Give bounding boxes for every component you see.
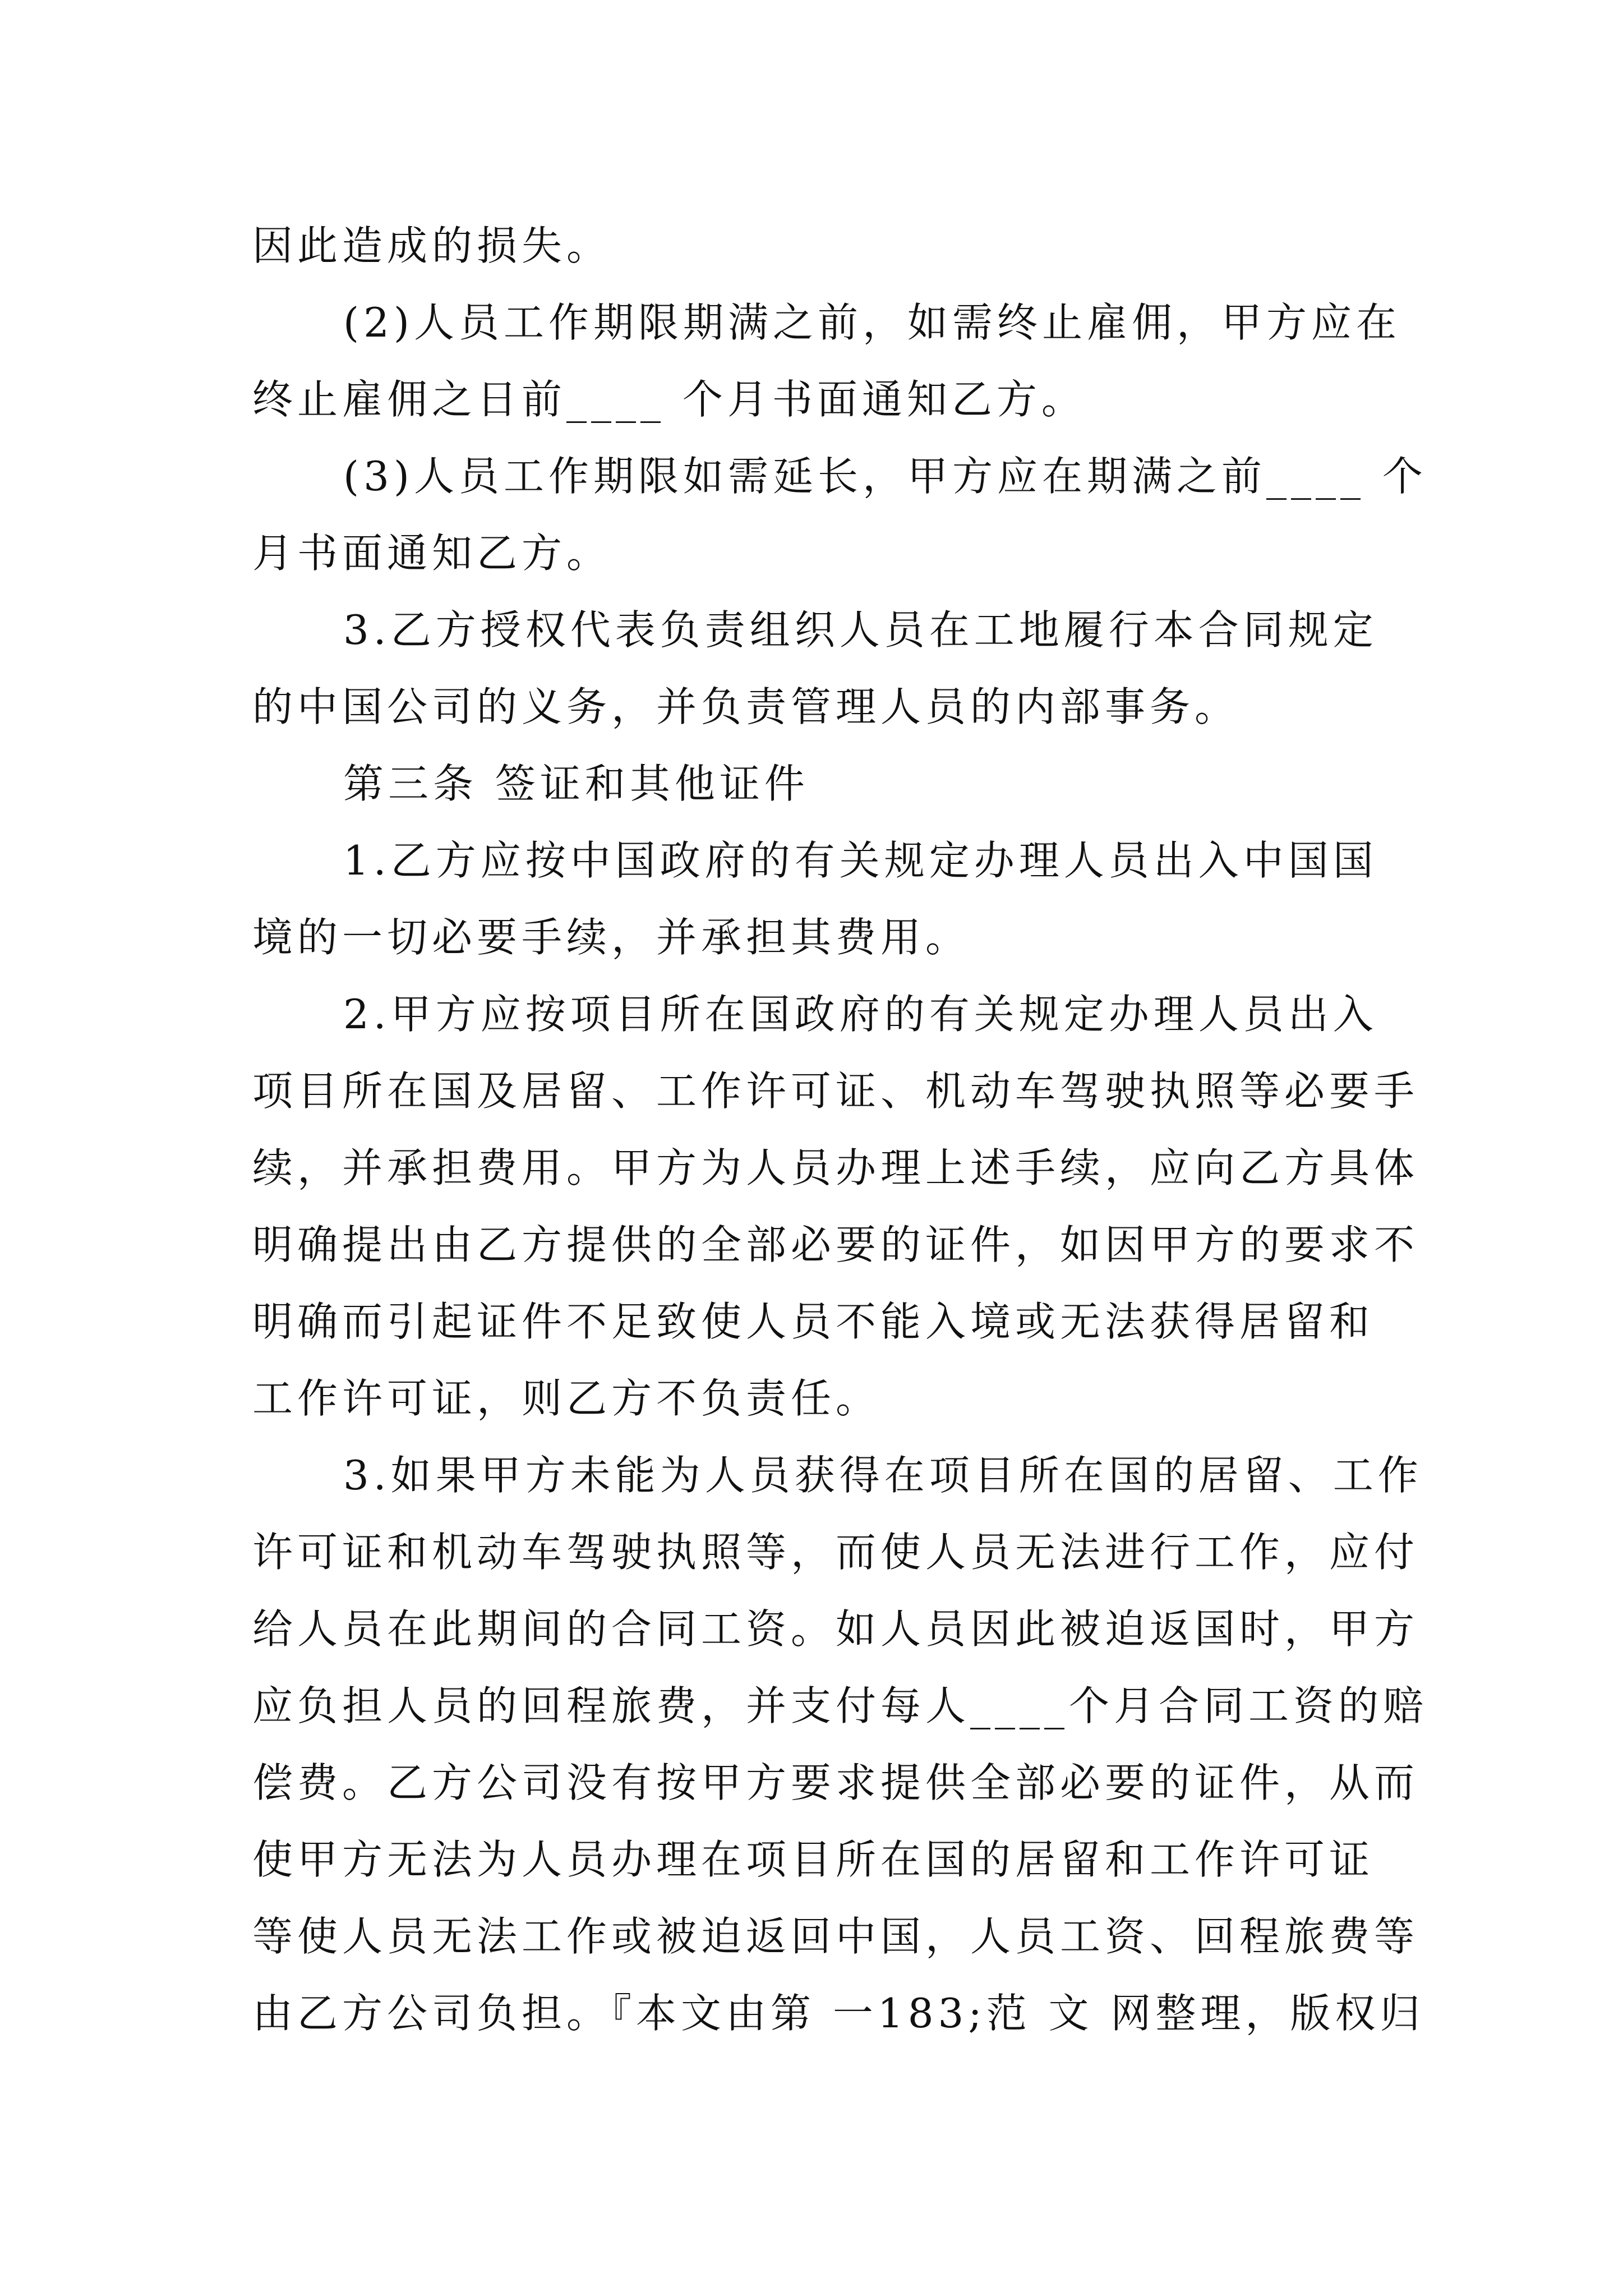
text-line: 终止雇佣之日前____ 个月书面通知乙方。 [252,376,1086,423]
text-line: (2)人员工作期限期满之前，如需终止雇佣，甲方应在 [343,299,1401,346]
text-line: 偿费。乙方公司没有按甲方要求提供全部必要的证件，从而 [252,1759,1419,1806]
text-line: 3.乙方授权代表负责组织人员在工地履行本合同规定 [343,606,1378,654]
text-line: 因此造成的损失。 [252,222,612,269]
text-line: 月书面通知乙方。 [252,530,612,577]
text-line: 明确提出由乙方提供的全部必要的证件，如因甲方的要求不 [252,1221,1419,1268]
text-line: 给人员在此期间的合同工资。如人员因此被迫返国时，甲方 [252,1605,1419,1653]
text-line: 由乙方公司负担。『本文由第 一183;范 文 网整理，版权归 [252,1990,1425,2037]
section-heading: 第三条 签证和其他证件 [343,760,809,807]
text-line: 境的一切必要手续，并承担其费用。 [252,914,971,961]
text-line: 等使人员无法工作或被迫返回中国，人员工资、回程旅费等 [252,1913,1419,1960]
text-line: 许可证和机动车驾驶执照等，而使人员无法进行工作，应付 [252,1529,1419,1576]
text-line: 3.如果甲方未能为人员获得在项目所在国的居留、工作 [343,1452,1423,1499]
text-line: 续，并承担费用。甲方为人员办理上述手续，应向乙方具体 [252,1144,1419,1191]
text-line: 应负担人员的回程旅费，并支付每人____个月合同工资的赔 [252,1682,1428,1729]
text-line: 项目所在国及居留、工作许可证、机动车驾驶执照等必要手 [252,1068,1419,1115]
text-line: 使甲方无法为人员办理在项目所在国的居留和工作许可证 [252,1836,1375,1883]
text-line: 明确而引起证件不足致使人员不能入境或无法获得居留和 [252,1298,1375,1345]
document-body [252,208,1428,2052]
text-line: 1.乙方应按中国政府的有关规定办理人员出入中国国 [343,837,1378,884]
text-line: 的中国公司的义务，并负责管理人员的内部事务。 [252,683,1240,730]
text-line: 工作许可证，则乙方不负责任。 [252,1375,881,1422]
text-line: (3)人员工作期限如需延长，甲方应在期满之前____ 个 [343,453,1427,500]
text-line: 2.甲方应按项目所在国政府的有关规定办理人员出入 [343,991,1378,1038]
